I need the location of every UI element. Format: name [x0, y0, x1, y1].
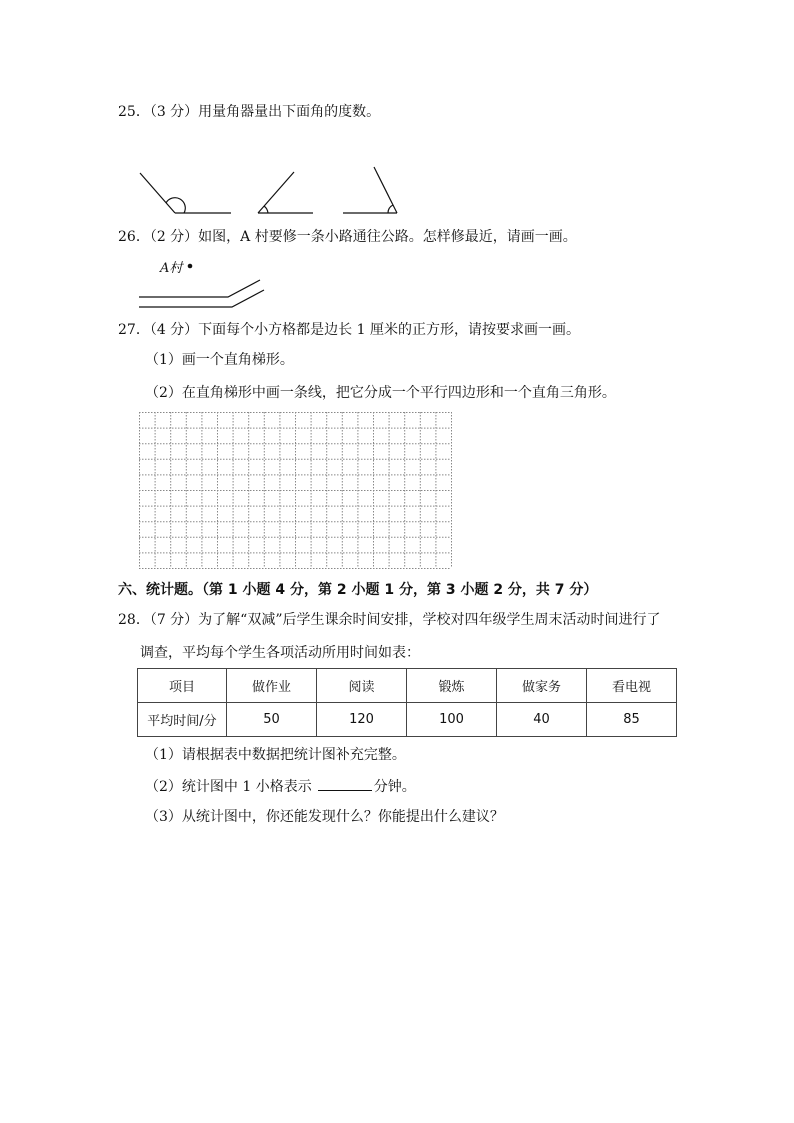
table-header-row — [138, 669, 677, 703]
question-27-sub-1: （1）画一个直角梯形。 — [145, 352, 294, 368]
question-26-text: 26．（2 分）如图，A 村要修一条小路通往公路。怎样修最近，请画一画。 — [118, 229, 577, 245]
answer-blank[interactable] — [318, 776, 372, 791]
section-6-title: 六、统计题。（第 1 小题 4 分，第 2 小题 1 分，第 3 小题 2 分，共 7 分） — [118, 582, 598, 598]
part-2-suffix: 分钟。 — [373, 779, 416, 795]
table-cell: 平均时间/分 — [138, 703, 227, 737]
table-cell: 锻炼 — [407, 669, 497, 703]
table-row — [138, 703, 677, 737]
table-cell: 50 — [227, 703, 317, 737]
question-28-part-1: （1）请根据表中数据把统计图补充完整。 — [145, 747, 406, 763]
activity-time-table — [137, 668, 677, 737]
table-cell: 项目 — [138, 669, 227, 703]
question-25-text: 25．（3 分）用量角器量出下面角的度数。 — [118, 104, 381, 120]
question-27-text: 27．（4 分）下面每个小方格都是边长 1 厘米的正方形，请按要求画一画。 — [118, 322, 580, 338]
table-cell: 阅读 — [317, 669, 407, 703]
table-cell: 做家务 — [497, 669, 587, 703]
table-cell: 100 — [407, 703, 497, 737]
question-28-part-3: （3）从统计图中，你还能发现什么？你能提出什么建议？ — [145, 809, 504, 825]
square-grid[interactable] — [139, 412, 451, 568]
table-cell: 40 — [497, 703, 587, 737]
question-28-line-2: 调查，平均每个学生各项活动所用时间如表： — [140, 645, 420, 661]
part-2-prefix: （2）统计图中 1 小格表示 — [145, 779, 312, 795]
road-lines — [139, 280, 264, 307]
table-cell: 做作业 — [227, 669, 317, 703]
table-cell: 看电视 — [587, 669, 677, 703]
question-28-line-1: 28．（7 分）为了解“双减”后学生课余时间安排，学校对四年级学生周末活动时间进行了 — [118, 612, 661, 628]
question-27-sub-2: （2）在直角梯形中画一条线，把它分成一个平行四边形和一个直角三角形。 — [145, 385, 616, 401]
question-28-part-2 — [145, 776, 416, 797]
table-cell: 85 — [587, 703, 677, 737]
table-cell: 120 — [317, 703, 407, 737]
village-a-point — [188, 264, 193, 269]
village-a-label: A村 — [160, 261, 183, 276]
